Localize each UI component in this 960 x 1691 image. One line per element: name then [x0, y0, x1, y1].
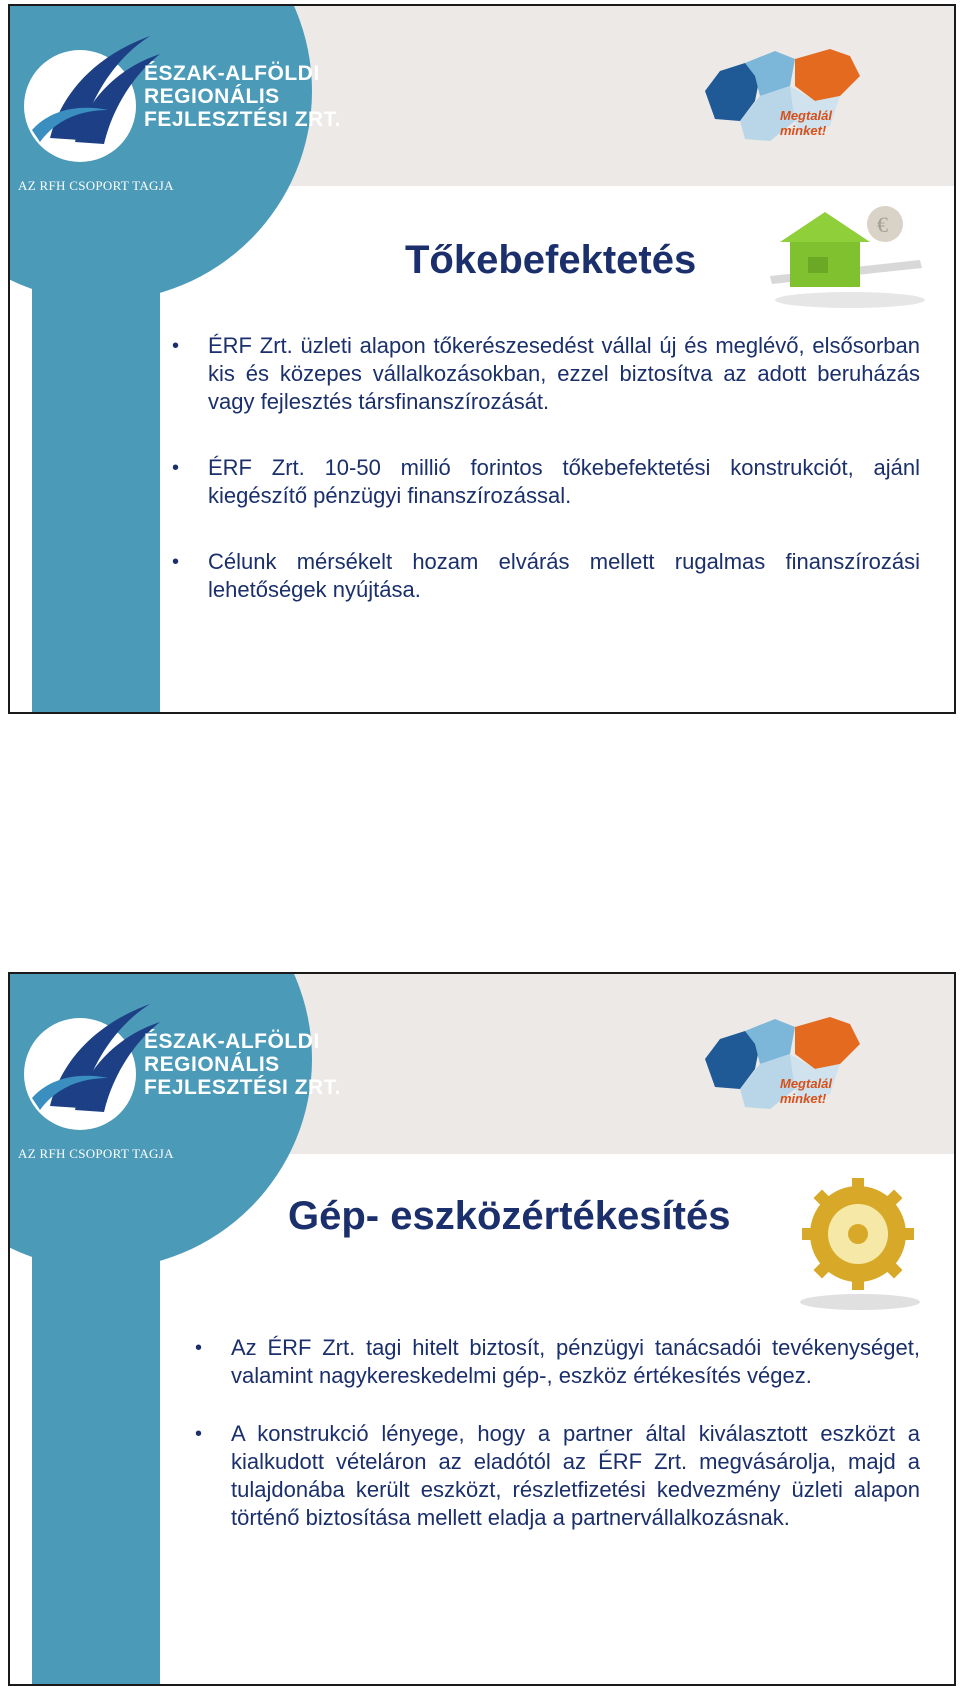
bullet-text: Az ÉRF Zrt. tagi hitelt biztosít, pénzügyi tanácsadói tevékenységet, valamint nagykereskedelmi gép-, eszköz értékesítés végez. [231, 1335, 920, 1388]
logo-line-3: FEJLESZTÉSI ZRT. [144, 1076, 342, 1099]
bullet-text: Célunk mérsékelt hozam elvárás mellett rugalmas finanszírozási lehetőségek nyújtása. [208, 549, 920, 602]
company-logo [10, 6, 342, 206]
house-scale-icon [750, 202, 930, 312]
logo-line-1: ÉSZAK-ALFÖLDI [144, 62, 320, 85]
slide-gep-eszkozertekesites [8, 972, 956, 1686]
list-item [195, 1420, 920, 1532]
group-label: AZ RFH CSOPORT TAGJA [18, 178, 174, 193]
logo-line-2: REGIONÁLIS [144, 1053, 280, 1076]
bullet-list [172, 332, 920, 642]
logo-line-3: FEJLESZTÉSI ZRT. [144, 108, 342, 131]
bullet-icon: • [172, 335, 180, 357]
bullet-icon: • [195, 1337, 203, 1359]
slide-title: Gép- eszközértékesítés [288, 1194, 731, 1238]
svg-text:€: € [877, 212, 888, 237]
region-map [700, 1009, 880, 1119]
list-item [172, 454, 920, 510]
logo-text [144, 62, 341, 131]
company-logo [10, 974, 342, 1174]
bullet-icon: • [195, 1423, 203, 1445]
bullet-text: ÉRF Zrt. üzleti alapon tőkerészesedést vállal új és meglévő, elsősorban kis és közepes vállalkozásokban, ezzel biztosítva az adott beruházás vagy fejlesztés társfinanszírozását. [208, 333, 920, 414]
slide-title: Tőkebefektetés [405, 238, 697, 282]
region-map [700, 41, 880, 151]
list-item [172, 548, 920, 604]
logo-text [144, 1030, 341, 1099]
slide-tokebefektetes [8, 4, 956, 714]
gear-icon [780, 1174, 940, 1314]
logo-line-1: ÉSZAK-ALFÖLDI [144, 1030, 320, 1053]
bullet-text: A konstrukció lényege, hogy a partner által kiválasztott eszközt a kialkudott vételáron az eladótól az ÉRF Zrt. megvásárolja, majd a tulajdonába került eszközt, részletfizetési kedvezmény üzleti alapon történő biztosítása mellett eladja a partnervállalkozásnak. [231, 1421, 920, 1530]
map-tagline: Megtalál minket! [780, 1076, 833, 1106]
bullet-list [195, 1334, 920, 1562]
bullet-icon: • [172, 551, 180, 573]
map-tagline: Megtalál minket! [780, 108, 833, 138]
list-item [172, 332, 920, 416]
bullet-icon: • [172, 457, 180, 479]
list-item [195, 1334, 920, 1390]
group-label: AZ RFH CSOPORT TAGJA [18, 1146, 174, 1161]
logo-line-2: REGIONÁLIS [144, 85, 280, 108]
bullet-text: ÉRF Zrt. 10-50 millió forintos tőkebefektetési konstrukciót, ajánl kiegészítő pénzügyi finanszírozással. [208, 455, 920, 508]
